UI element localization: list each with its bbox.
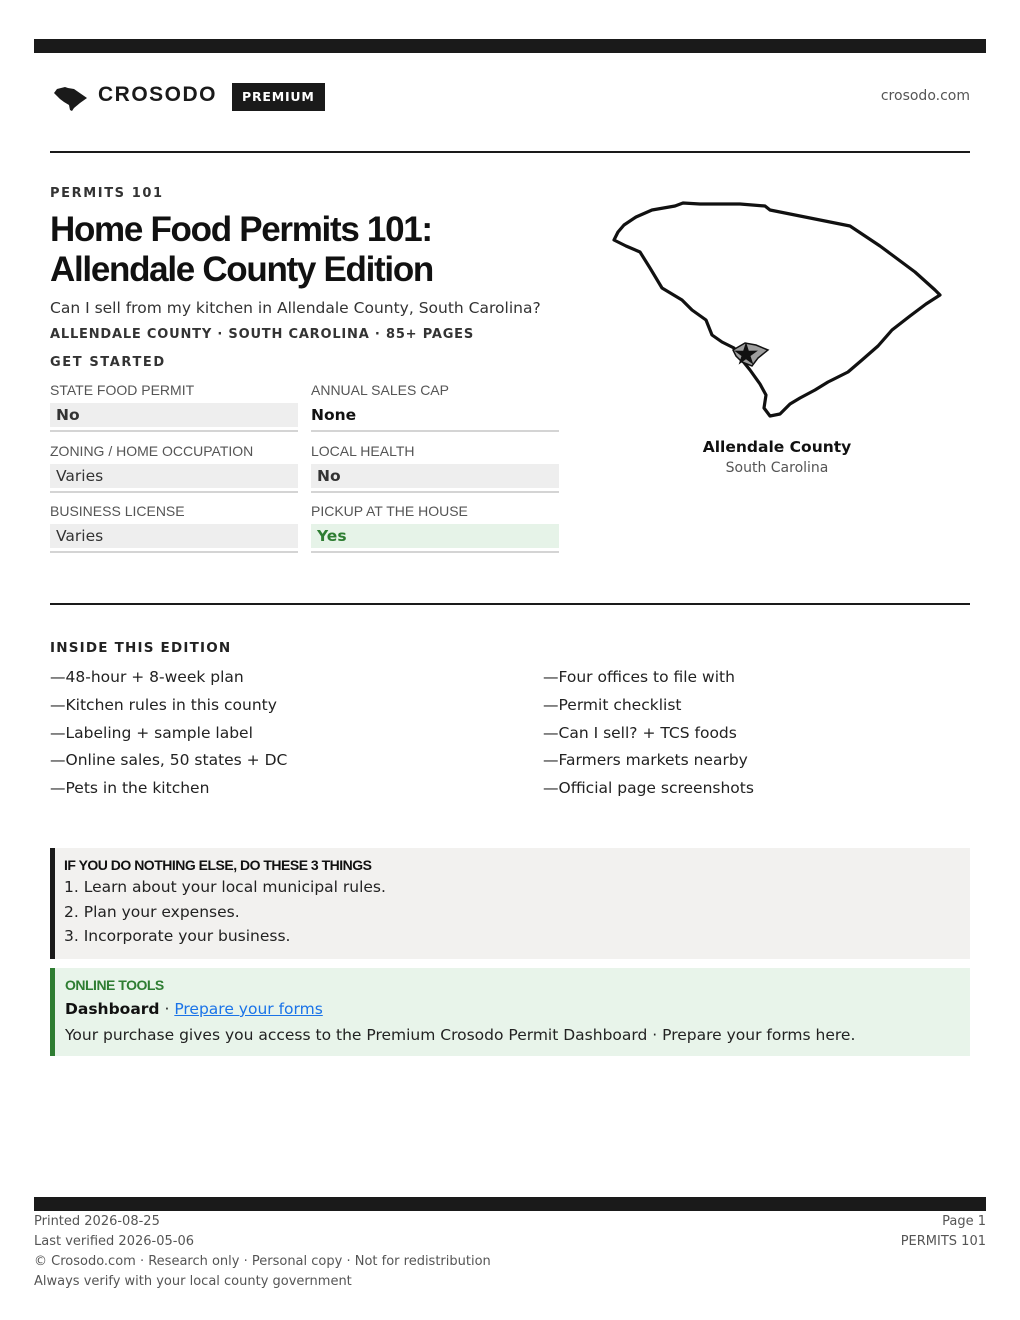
field-underline [311, 430, 559, 432]
field-underline [50, 551, 298, 553]
footer-right [901, 1212, 986, 1252]
header-divider [50, 151, 970, 153]
callout-item: 1. Learn about your local municipal rules. [64, 878, 386, 896]
field-value: Yes [311, 524, 559, 548]
list-item: —Can I sell? + TCS foods [543, 723, 737, 742]
field-business-license [50, 503, 298, 553]
list-item: —Farmers markets nearby [543, 751, 748, 770]
inside-list-left [50, 666, 287, 805]
footer-section: PERMITS 101 [900, 1234, 986, 1249]
copyright: © Crosodo.com · Research only · Personal copy · Not for redistribution [34, 1254, 491, 1269]
list-item: —48-hour + 8-week plan [50, 668, 244, 686]
top-bar [34, 39, 986, 53]
field-label: LOCAL HEALTH [311, 443, 415, 459]
list-item: —Online sales, 50 states + DC [50, 751, 288, 770]
callout-heading: IF YOU DO NOTHING ELSE, DO THESE 3 THINGS [64, 857, 372, 873]
subtitle: Can I sell from my kitchen in Allendale County, South Carolina? [50, 299, 541, 317]
inside-list-right [543, 666, 754, 805]
south-carolina-logo-icon [52, 84, 88, 112]
prepare-forms-link[interactable]: Prepare your forms [174, 1000, 323, 1018]
field-underline [311, 491, 559, 493]
tools-links-line [65, 996, 970, 1022]
field-label: STATE FOOD PERMIT [50, 382, 195, 398]
field-value: Varies [50, 464, 298, 488]
tools-heading: ONLINE TOOLS [65, 977, 164, 993]
title-line-1: Home Food Permits 101: [50, 210, 432, 249]
brand-name: CROSODO [98, 83, 218, 106]
field-state-food-permit [50, 382, 298, 432]
field-label: ANNUAL SALES CAP [311, 382, 449, 398]
get-started-label: GET STARTED [50, 355, 166, 370]
field-label: BUSINESS LICENSE [50, 503, 185, 519]
field-local-health [311, 443, 559, 493]
site-url[interactable]: crosodo.com [880, 88, 970, 104]
field-underline [50, 430, 298, 432]
field-label: ZONING / HOME OCCUPATION [50, 443, 254, 459]
list-item: —Official page screenshots [543, 779, 754, 798]
verify-notice: Always verify with your local county government [34, 1274, 352, 1289]
field-annual-sales-cap [311, 382, 559, 432]
field-value: Varies [50, 524, 298, 548]
eyebrow: PERMITS 101 [50, 186, 164, 201]
tools-description: Your purchase gives you access to the Premium Crosodo Permit Dashboard · Prepare your forms here. [65, 1026, 856, 1044]
list-item: —Permit checklist [543, 695, 682, 714]
list-item: —Four offices to file with [543, 668, 735, 686]
footer-left [34, 1212, 491, 1292]
list-item: —Kitchen rules in this county [50, 695, 277, 714]
field-value: None [311, 406, 357, 424]
field-label: PICKUP AT THE HOUSE [311, 503, 468, 519]
page-number: Page 1 [942, 1214, 986, 1229]
meta-line: ALLENDALE COUNTY · SOUTH CAROLINA · 85+ PAGES [50, 327, 475, 342]
footer-bar [34, 1197, 986, 1211]
callout-item: 3. Incorporate your business. [64, 927, 291, 945]
verified-date: Last verified 2026-05-06 [34, 1234, 194, 1249]
map-state-name: South Carolina [725, 460, 829, 476]
field-value: No [311, 464, 559, 488]
list-item: —Labeling + sample label [50, 723, 253, 742]
field-underline [50, 491, 298, 493]
field-value: No [50, 403, 298, 427]
field-pickup-at-house [311, 503, 559, 553]
header [50, 80, 970, 114]
online-tools-panel [50, 968, 970, 1056]
title-line-2: Allendale County Edition [50, 250, 433, 289]
state-outline [614, 203, 940, 416]
map-county-name: Allendale County [702, 438, 852, 456]
premium-badge: PREMIUM [232, 83, 325, 111]
three-things-callout [50, 848, 970, 959]
list-item: —Pets in the kitchen [50, 779, 210, 798]
section-divider [50, 603, 970, 605]
callout-item: 2. Plan your expenses. [64, 902, 240, 921]
field-zoning-home-occupation [50, 443, 298, 493]
field-underline [311, 551, 559, 553]
page-title [50, 210, 590, 290]
separator: · [159, 1000, 175, 1018]
printed-date: Printed 2026-08-25 [34, 1214, 160, 1229]
dashboard-label: Dashboard [65, 1000, 160, 1018]
inside-edition-label: INSIDE THIS EDITION [50, 640, 232, 656]
state-map [606, 196, 948, 426]
